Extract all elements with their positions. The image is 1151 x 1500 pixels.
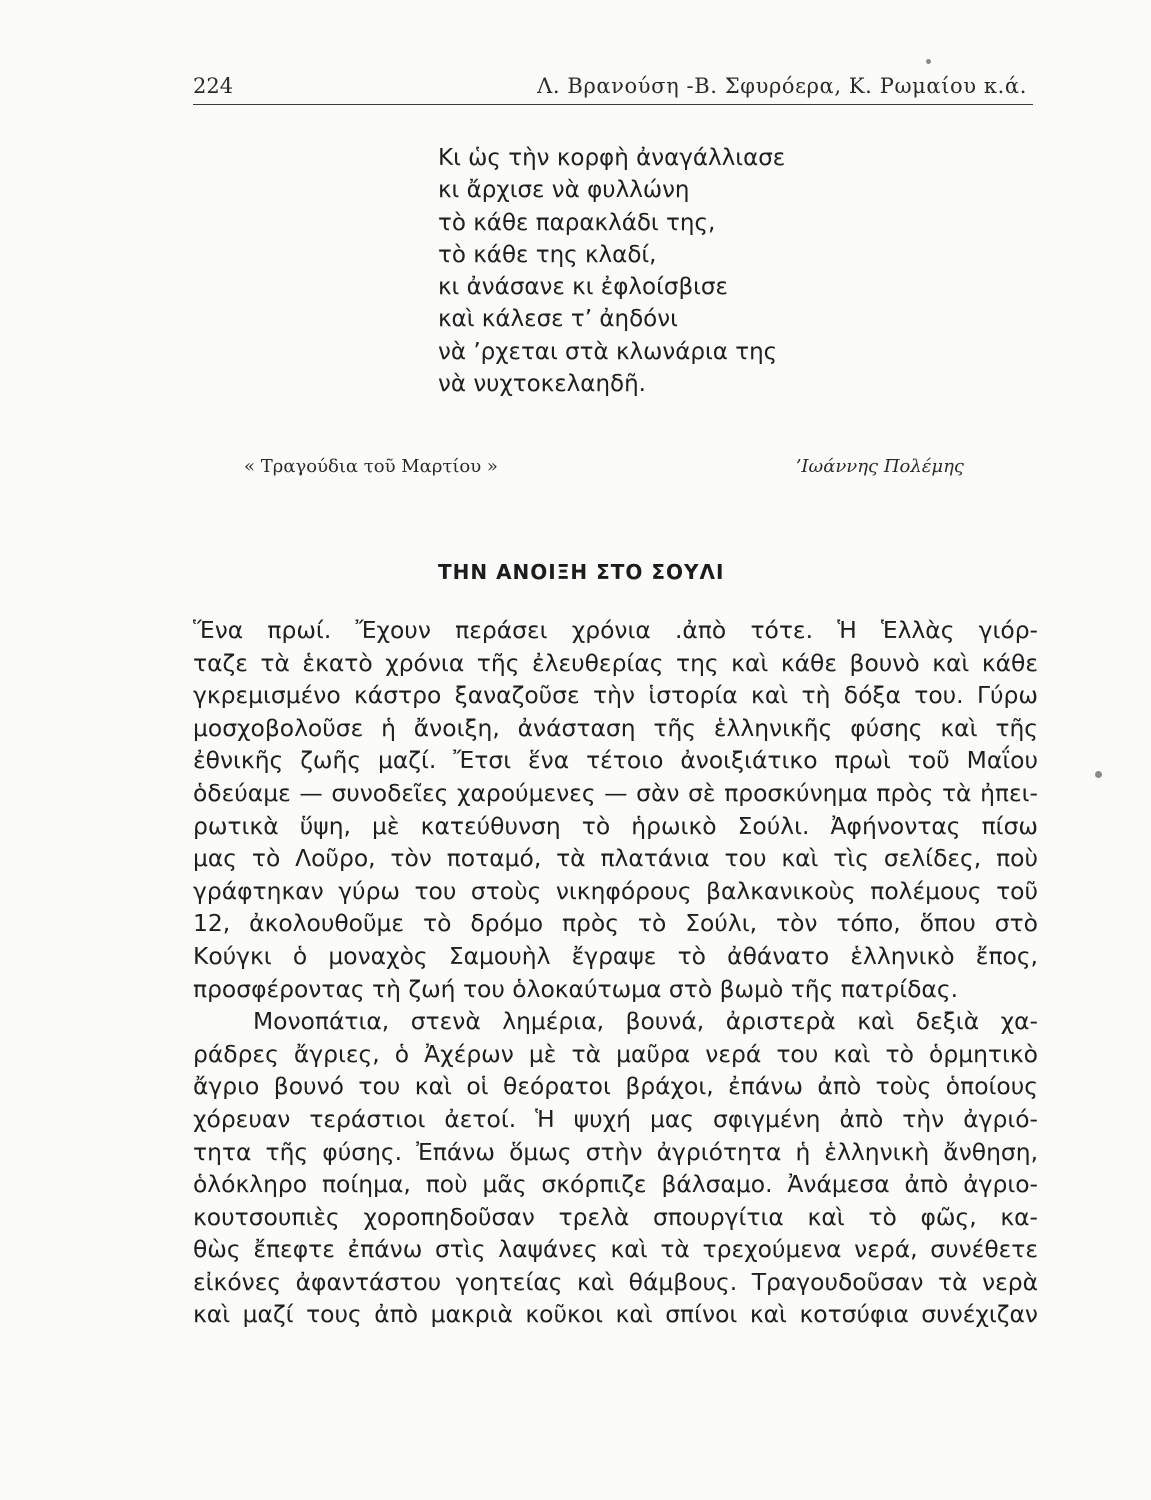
page-header: [193, 70, 1031, 106]
header-rule: [193, 104, 1033, 105]
body-line: χόρευαν τεράστιοι ἀετοί. Ἡ ψυχή μας σφιγμένη ἀπὸ τὴν ἀγριό-: [193, 1104, 1038, 1133]
body-line: ὁλόκληρο ποίημα, ποὺ μᾶς σκόρπιζε βάλσαμο. Ἀνάμεσα ἀπὸ ἀγριο-: [193, 1170, 1038, 1199]
poem-line: τὸ κάθε της κλαδί,: [438, 241, 657, 268]
body-line: προσφέροντας τὴ ζωή του ὁλοκαύτωμα στὸ βωμὸ τῆς πατρίδας.: [193, 974, 959, 1003]
poem-excerpt: [438, 142, 785, 400]
body-line: γκρεμισμένο κάστρο ξαναζοῦσε τὴν ἱστορία καὶ τὴ δόξα του. Γύρω: [193, 681, 1038, 710]
poem-source-title: « Τραγούδια τοῦ Μαρτίου »: [244, 456, 498, 477]
body-line: μας τὸ Λοῦρο, τὸν ποταμό, τὰ πλατάνια του καὶ τὶς σελίδες, ποὺ: [193, 844, 1038, 873]
ink-dot-top: [926, 59, 931, 64]
body-line: ἄγριο βουνό του καὶ οἱ θεόρατοι βράχοι, ἐπάνω ἀπὸ τοὺς ὁποίους: [193, 1072, 1038, 1101]
body-line: μοσχοβολοῦσε ἡ ἄνοιξη, ἀνάσταση τῆς ἑλληνικῆς φύσης καὶ τῆς: [193, 713, 1038, 742]
body-line: ἐθνικῆς ζωῆς μαζί. Ἔτσι ἕνα τέτοιο ἀνοιξιάτικο πρωὶ τοῦ Μαΐου: [193, 746, 1038, 775]
section-title: ΤΗΝ ΑΝΟΙΞΗ ΣΤΟ ΣΟΥΛΙ: [438, 560, 725, 584]
poem-line: Κι ὡς τὴν κορφὴ ἀναγάλλιασε: [438, 145, 786, 171]
body-line: Μονοπάτια, στενὰ λημέρια, βουνά, ἀριστερὰ καὶ δεξιὰ χα-: [253, 1007, 1038, 1036]
poem-line: νὰ ’ρχεται στὰ κλωνάρια της: [438, 338, 778, 365]
body-line: Ἕνα πρωί. Ἔχουν περάσει χρόνια .ἀπὸ τότε. Ἡ Ἑλλὰς γιόρ-: [193, 616, 1038, 644]
body-line: θὼς ἔπεφτε ἐπάνω στὶς λαψάνες καὶ τὰ τρεχούμενα νερά, συνέθετε: [193, 1235, 1038, 1264]
body-line: καὶ μαζί τους ἀπὸ μακριὰ κοῦκοι καὶ σπίνοι καὶ κοτσύφια συνέχιζαν: [193, 1300, 1038, 1329]
body-line: ταζε τὰ ἑκατὸ χρόνια τῆς ἐλευθερίας της καὶ κάθε βουνὸ καὶ κάθε: [193, 648, 1038, 677]
body-line: τητα τῆς φύσης. Ἐπάνω ὅμως στὴν ἀγριότητα ἡ ἑλληνικὴ ἄνθηση,: [193, 1137, 1038, 1166]
body-line: ρωτικὰ ὕψη, μὲ κατεύθυνση τὸ ἡρωικὸ Σούλι. Ἀφήνοντας πίσω: [193, 811, 1038, 840]
running-head: Λ. Βρανούση -Β. Σφυρόερα, Κ. Ρωμαίου κ.ά.: [537, 74, 1027, 98]
body-line: εἰκόνες ἀφαντάστου γοητείας καὶ θάμβους. Τραγουδοῦσαν τὰ νερὰ: [193, 1267, 1038, 1296]
page-number: 224: [193, 74, 234, 98]
poem-line: κι ἀνάσανε κι ἐφλοίσβισε: [438, 274, 728, 301]
poem-line: νὰ νυχτοκελαηδῆ.: [438, 371, 646, 398]
poem-line: τὸ κάθε παρακλάδι της,: [438, 209, 716, 236]
poem-line: καὶ κάλεσε τ’ ἀηδόνι: [438, 306, 678, 333]
ink-dot-margin: [1095, 771, 1102, 778]
body-text: [193, 614, 1038, 1331]
body-line: ράδρες ἄγριες, ὁ Ἀχέρων μὲ τὰ μαῦρα νερά του καὶ τὸ ὁρμητικὸ: [193, 1039, 1038, 1068]
body-line: Κούγκι ὁ μοναχὸς Σαμουὴλ ἔγραψε τὸ ἀθάνατο ἑλληνικὸ ἔπος,: [193, 941, 1038, 970]
body-line: γράφτηκαν γύρω του στοὺς νικηφόρους βαλκανικοὺς πολέμους τοῦ: [193, 876, 1038, 905]
body-line: ὁδεύαμε — συνοδεῖες χαρούμενες — σὰν σὲ προσκύνημα πρὸς τὰ ἠπει-: [193, 778, 1038, 807]
body-line: κουτσουπιὲς χοροπηδοῦσαν τρελὰ σπουργίτια καὶ τὸ φῶς, κα-: [193, 1202, 1038, 1231]
body-line: 12, ἀκολουθοῦμε τὸ δρόμο πρὸς τὸ Σούλι, τὸν τόπο, ὅπου στὸ: [193, 909, 1038, 938]
poem-author: ’Ιωάννης Πολέμης: [795, 456, 964, 477]
poem-source: [244, 454, 964, 486]
poem-line: κι ἄρχισε νὰ φυλλώνη: [438, 177, 690, 204]
